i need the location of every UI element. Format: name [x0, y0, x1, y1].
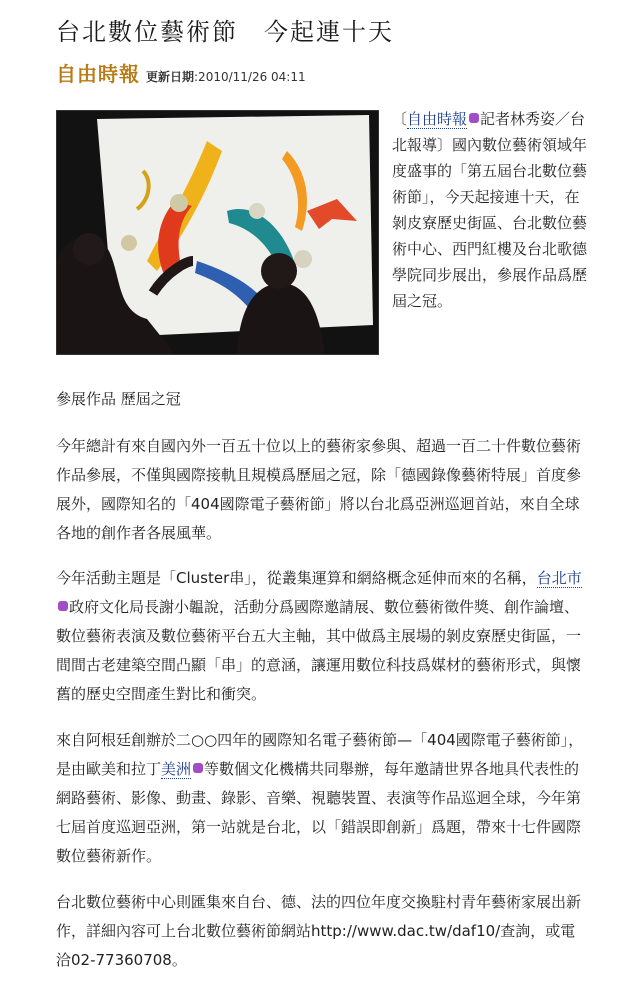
lead-text: 記者林秀姿／台北報導〕國內數位藝術領域年度盛事的「第五屆台北數位藝術節」，今天起接連十天，在剝皮寮歷史街區、台北數位藝術中心、西門紅樓及台北歌德學院同步展出，參展作品爲歷屆之冠。	[392, 110, 588, 310]
keyword-link-americas[interactable]: 美洲	[161, 760, 192, 778]
update-date	[146, 68, 306, 85]
update-date-value: :2010/11/26 04:11	[194, 70, 306, 84]
keyword-link-taipei[interactable]: 台北市	[536, 569, 582, 587]
article-paragraph-2	[56, 564, 584, 709]
keyword-link-source[interactable]: 自由時報	[407, 110, 468, 128]
article-paragraph-1: 今年總計有來自國內外一百五十位以上的藝術家參與、超過一百二十件數位藝術作品參展，不僅與國際接軌且規模爲歷屆之冠，除「德國錄像藝術特展」首度參展外，國際知名的「404國際電子藝術節」將以台北爲亞洲巡迴首站，來自全球各地的創作者各展風華。	[56, 437, 582, 542]
article-paragraph-4: 台北數位藝術中心則匯集來自台、德、法的四位年度交換駐村青年藝術家展出新作，詳細內容可上台北數位藝術節網站http://www.dac.tw/daf10/查詢，或電洽02-77360708。	[56, 893, 582, 969]
lead-open-bracket: 〔	[392, 110, 408, 128]
article-lead	[392, 106, 588, 314]
keyword-link-icon[interactable]	[193, 763, 203, 773]
article-subheading: 參展作品 歷屆之冠	[56, 390, 181, 408]
newspaper-logo: 自由時報	[56, 62, 140, 86]
paragraph-3-before: 來自阿根廷創辦於二○○四年的國際知名電子藝術節—「404國際電子藝術節」，是由歐美和拉丁	[56, 731, 584, 778]
article-paragraph-3	[56, 726, 584, 871]
article-photo	[56, 110, 379, 355]
article-meta	[56, 58, 306, 87]
keyword-link-icon[interactable]	[58, 601, 68, 611]
paragraph-2-after: 政府文化局長謝小韞說，活動分爲國際邀請展、數位藝術徵件獎、創作論壇、數位藝術表演及數位藝術平台五大主軸，其中做爲主展場的剝皮寮歷史街區，一間間古老建築空間凸顯「串」的意涵，讓運用數位科技爲媒材的藝術形式，與懷舊的歷史空間產生對比和衝突。	[56, 598, 582, 703]
update-date-label: 更新日期	[146, 70, 195, 84]
paragraph-3-after: 等數個文化機構共同舉辦，每年邀請世界各地具代表性的網路藝術、影像、動畫、錄影、音樂、視聽裝置、表演等作品巡迴全球，今年第七屆首度巡迴亞洲，第一站就是台北，以「錯誤即創新」爲題，帶來十七件國際數位藝術新作。	[56, 760, 582, 865]
digital-art-photo	[57, 111, 378, 354]
article-headline: 台北數位藝術節 今起連十天	[56, 18, 394, 46]
paragraph-2-before: 今年活動主題是「Cluster串」，從叢集運算和網絡概念延伸而來的名稱，	[56, 569, 537, 587]
keyword-link-icon[interactable]	[469, 113, 479, 123]
